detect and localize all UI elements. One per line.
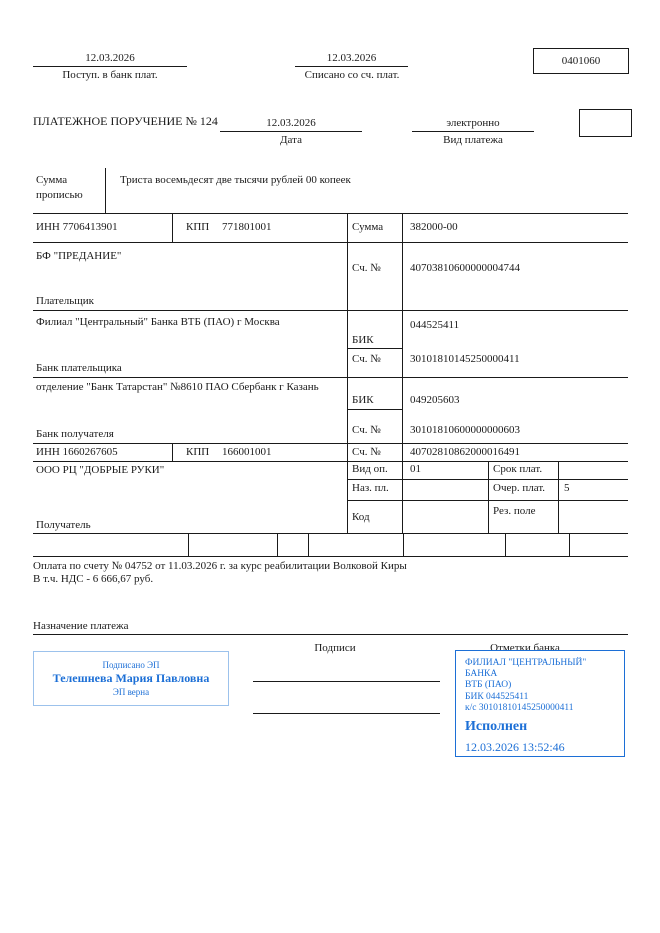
payer-section-label: Плательщик xyxy=(36,295,94,307)
signature-line-1 xyxy=(253,681,440,682)
payee-account-label: Сч. № xyxy=(352,446,381,458)
bank-stamp-line-4: к/с 30101810145250000411 xyxy=(465,702,574,713)
purpose-line-2: В т.ч. НДС - 6 666,67 руб. xyxy=(33,573,154,585)
payer-bank-account: 30101810145250000411 xyxy=(410,353,520,365)
naz-pl-label: Наз. пл. xyxy=(352,482,389,494)
received-underline xyxy=(33,66,187,67)
bank-stamp-line-3: БИК 044525411 xyxy=(465,691,529,702)
doc-date-underline xyxy=(220,131,362,132)
doc-date-value: 12.03.2026 xyxy=(266,117,316,129)
bank-stamp xyxy=(455,650,625,757)
electronic-signature-stamp xyxy=(33,651,229,706)
payee-bank-name: отделение "Банк Татарстан" №8610 ПАО Сбербанк г Казань xyxy=(36,381,319,393)
table-line xyxy=(33,533,628,534)
amount-label: Сумма xyxy=(352,221,384,233)
payment-kind-label: Вид платежа xyxy=(443,134,503,146)
ocher-plat-label: Очер. плат. xyxy=(493,482,546,494)
bank-marks-label: Отметки банка xyxy=(490,642,560,654)
purpose-line-1: Оплата по счету № 04752 от 11.03.2026 г. за курс реабилитации Волковой Киры xyxy=(33,560,407,572)
payee-kpp-label: КПП xyxy=(186,446,210,458)
kod-label: Код xyxy=(352,511,370,523)
table-line xyxy=(33,310,628,311)
payee-bank-bik: 049205603 xyxy=(410,394,460,406)
payer-bank-name: Филиал "Центральный" Банка ВТБ (ПАО) г Москва xyxy=(36,316,280,328)
purpose-section-label: Назначение платежа xyxy=(33,620,129,632)
inn-kpp-divider xyxy=(172,443,173,461)
payer-bank-account-label: Сч. № xyxy=(352,353,381,365)
table-column-line xyxy=(402,213,403,533)
table-column-line xyxy=(488,461,489,533)
inn-kpp-divider xyxy=(172,213,173,242)
amount-words-value: Триста восемьдесят две тысячи рублей 00 копеек xyxy=(120,174,351,186)
table-line xyxy=(33,213,628,214)
ocher-plat-value: 5 xyxy=(564,482,570,494)
form-code: 0401060 xyxy=(561,55,601,67)
bik-label-underline xyxy=(347,348,402,349)
purpose-underline xyxy=(33,634,628,635)
table-line xyxy=(33,556,628,557)
bik-label-underline xyxy=(347,409,402,410)
ep-valid-label: ЭП верна xyxy=(112,687,150,697)
table-line xyxy=(33,377,628,378)
received-date: 12.03.2026 xyxy=(85,52,135,64)
payee-bank-account-label: Сч. № xyxy=(352,424,381,436)
payer-account-label: Сч. № xyxy=(352,262,381,274)
table-line xyxy=(33,242,628,243)
payer-name: БФ "ПРЕДАНИЕ" xyxy=(36,250,122,262)
bank-stamp-line-1: ФИЛИАЛ "ЦЕНТРАЛЬНЫЙ" БАНКА xyxy=(465,658,587,680)
tax-row-divider xyxy=(308,533,309,556)
tax-row-divider xyxy=(569,533,570,556)
table-line xyxy=(33,443,628,444)
tax-row-divider xyxy=(277,533,278,556)
payee-name: ООО РЦ "ДОБРЫЕ РУКИ" xyxy=(36,464,165,476)
amount-words-label-2: прописью xyxy=(36,189,83,201)
amount-value: 382000-00 xyxy=(410,221,458,233)
amount-words-divider xyxy=(105,168,106,213)
payer-bank-section-label: Банк плательщика xyxy=(36,362,122,374)
payer-inn: ИНН 7706413901 xyxy=(36,221,118,233)
doc-date-label: Дата xyxy=(280,134,302,146)
amount-words-label-1: Сумма xyxy=(36,174,68,186)
bank-stamp-timestamp: 12.03.2026 13:52:46 xyxy=(465,739,565,754)
tax-row-divider xyxy=(505,533,506,556)
payer-bank-bik: 044525411 xyxy=(410,319,460,331)
received-label: Поступ. в банк плат. xyxy=(62,69,158,81)
table-column-line xyxy=(558,461,559,533)
form-code-box xyxy=(533,48,629,74)
debited-date: 12.03.2026 xyxy=(326,52,377,64)
tax-row-divider xyxy=(403,533,404,556)
payee-bank-bik-label: БИК xyxy=(352,394,374,406)
payee-section-label: Получатель xyxy=(36,519,91,531)
vid-op-value: 01 xyxy=(410,463,421,475)
debited-label: Списано со сч. плат. xyxy=(304,69,400,81)
signatures-label: Подписи xyxy=(314,642,356,654)
payee-inn: ИНН 1660267605 xyxy=(36,446,118,458)
payee-account: 40702810862000016491 xyxy=(410,446,520,458)
payer-kpp-label: КПП xyxy=(186,221,210,233)
payment-type-box xyxy=(579,109,632,137)
rez-pole-label: Рез. поле xyxy=(493,505,536,517)
payer-kpp: 771801001 xyxy=(222,221,272,233)
bank-stamp-line-2: ВТБ (ПАО) xyxy=(465,680,512,691)
payer-account: 40703810600000004744 xyxy=(410,262,520,274)
payer-bank-bik-label: БИК xyxy=(352,334,374,346)
payment-kind-value: электронно xyxy=(446,117,500,129)
ep-signed-label: Подписано ЭП xyxy=(102,660,160,670)
payee-kpp: 166001001 xyxy=(222,446,272,458)
payment-kind-underline xyxy=(412,131,534,132)
document-title: ПЛАТЕЖНОЕ ПОРУЧЕНИЕ № 124 xyxy=(33,114,218,128)
table-column-line xyxy=(347,213,348,533)
debited-underline xyxy=(295,66,408,67)
tax-row-divider xyxy=(188,533,189,556)
ep-signer-name: Телешнева Мария Павловна xyxy=(52,671,210,685)
bank-stamp-status: Исполнен xyxy=(465,719,528,735)
signature-line-2 xyxy=(253,713,440,714)
payee-bank-account: 30101810600000000603 xyxy=(410,424,520,436)
payee-bank-section-label: Банк получателя xyxy=(36,428,114,440)
vid-op-label: Вид оп. xyxy=(352,463,388,475)
table-line xyxy=(33,461,628,462)
srok-plat-label: Срок плат. xyxy=(493,463,543,475)
